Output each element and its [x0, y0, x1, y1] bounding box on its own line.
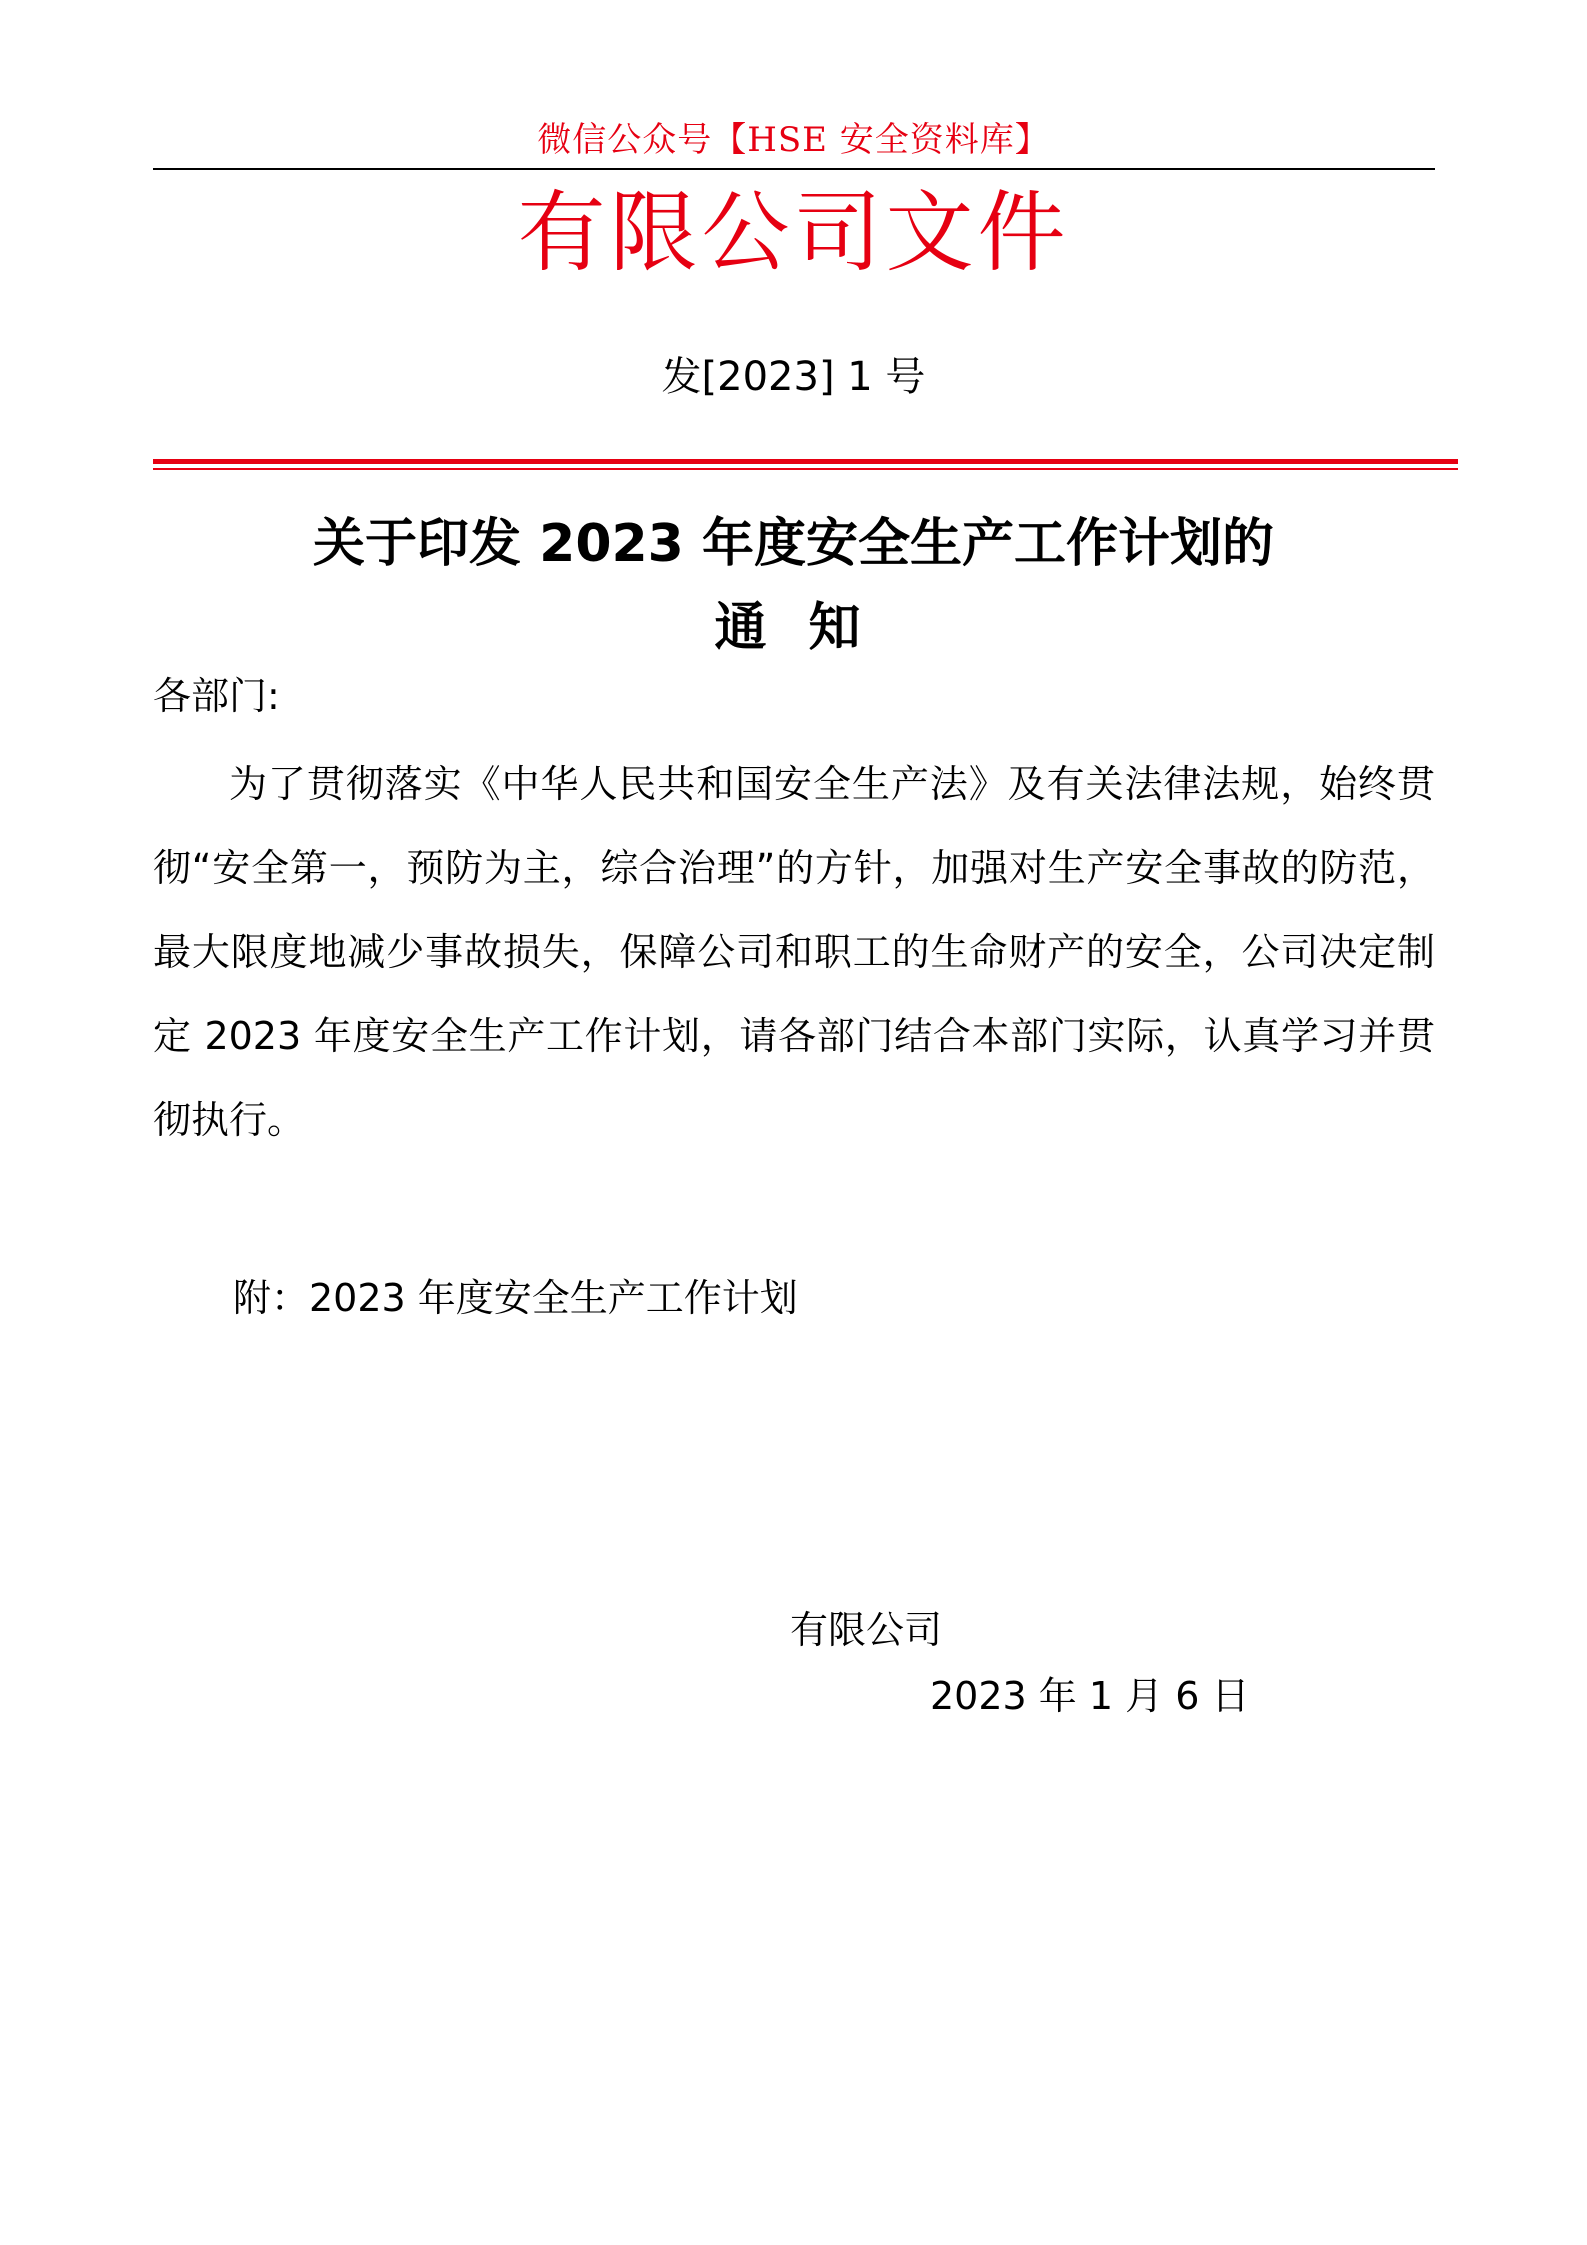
watermark-text: 微信公众号【HSE 安全资料库】: [537, 120, 1050, 160]
red-divider-thick: [153, 459, 1458, 464]
notice-title-line1: 关于印发 2023 年度安全生产工作计划的: [313, 514, 1274, 574]
organization-title: 有限公司文件: [517, 181, 1070, 284]
notice-title-line2: 通 知: [714, 598, 873, 658]
salutation: 各部门:: [153, 674, 280, 718]
attachment-line: 附：2023 年度安全生产工作计划: [233, 1276, 798, 1320]
top-divider: [153, 168, 1435, 170]
red-divider-thin: [153, 468, 1458, 470]
body-paragraph: 为了贯彻落实《中华人民共和国安全生产法》及有关法律法规，始终贯彻“安全第一，预防为主，综合治理”的方针，加强对生产安全事故的防范，最大限度地减少事故损失，保障公司和职工的生命财产的安全，公司决定制定 2023 年度安全生产工作计划，请各部门结合本部门实际，认真学习并贯彻执行。: [153, 762, 1435, 1142]
document-number: 发[2023] 1 号: [661, 354, 926, 400]
signature-date: 2023 年 1 月 6 日: [930, 1674, 1250, 1718]
signature-company: 有限公司: [790, 1608, 943, 1652]
